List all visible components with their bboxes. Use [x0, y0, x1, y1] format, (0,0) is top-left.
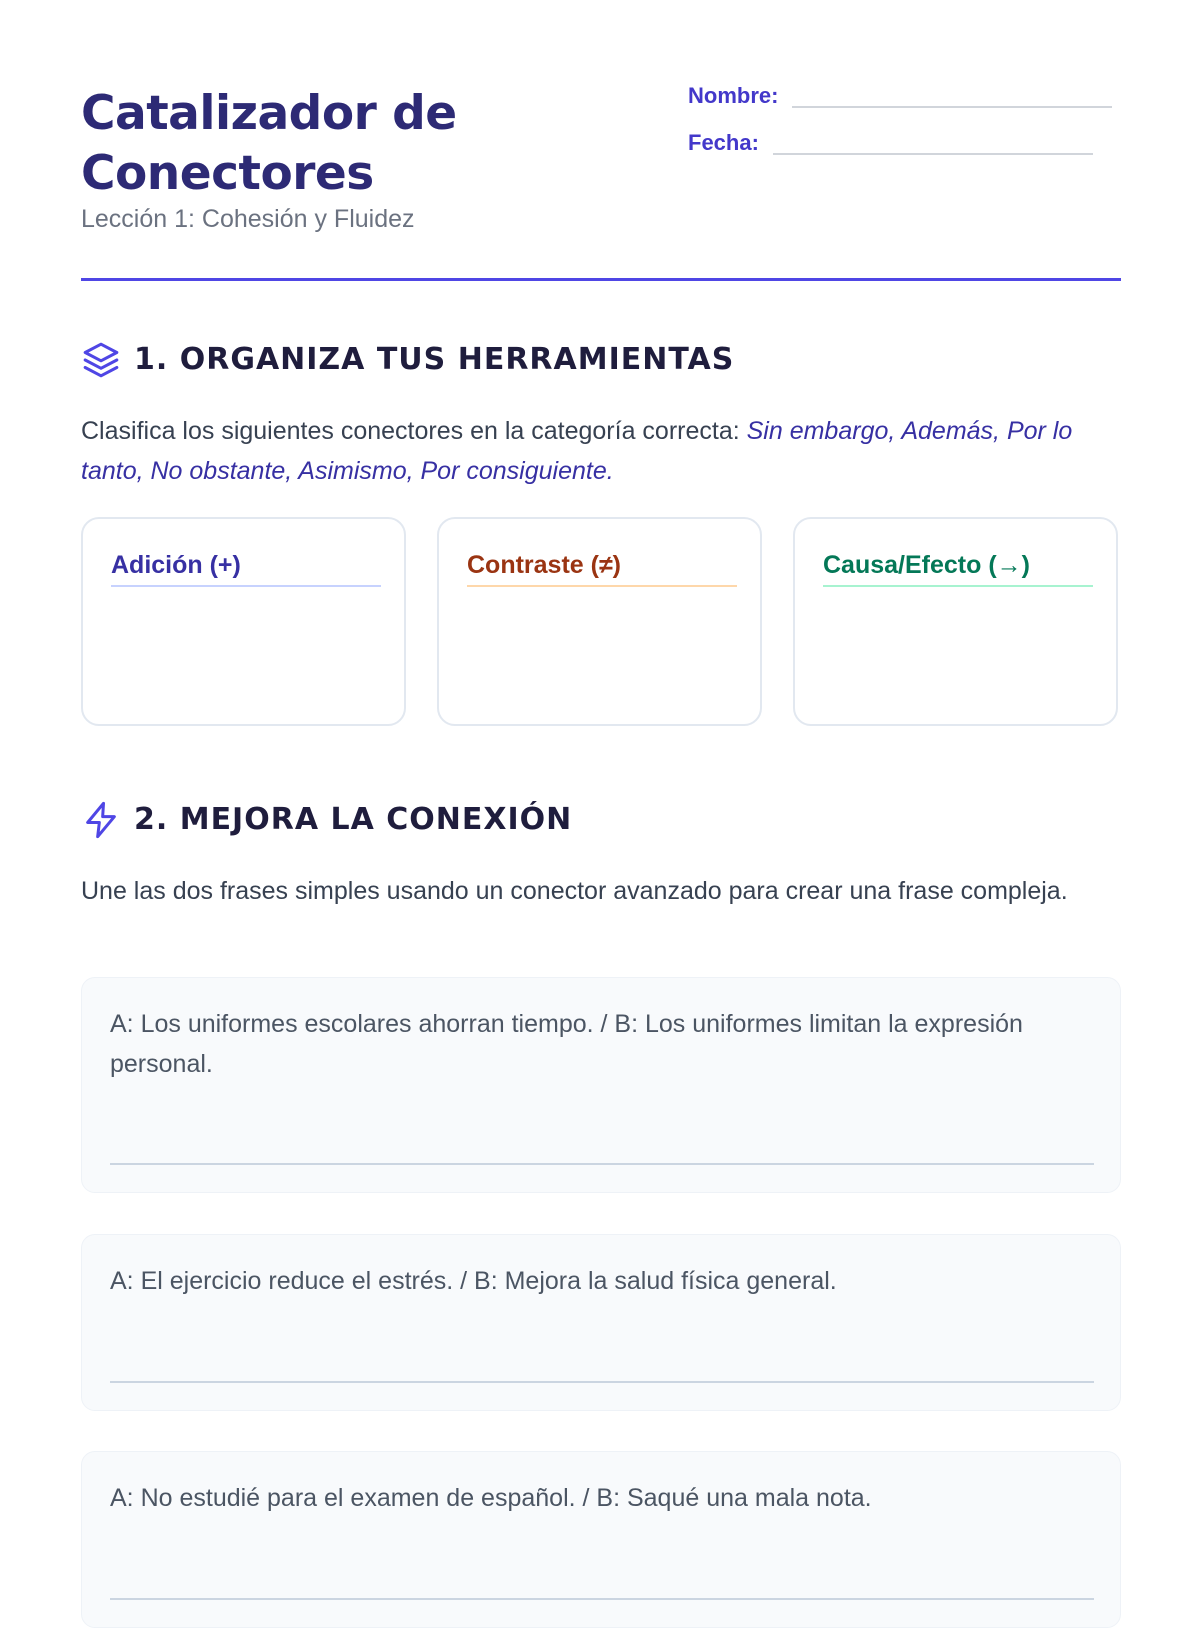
exercise-card: [81, 977, 1121, 1193]
category-box-addition[interactable]: [81, 517, 406, 726]
section-1-title: 1. ORGANIZA TUS HERRAMIENTAS: [134, 342, 735, 377]
date-label: Fecha:: [688, 130, 759, 155]
lightning-icon: [81, 800, 121, 840]
page-title: [81, 84, 641, 204]
answer-line[interactable]: [110, 1163, 1094, 1165]
category-box-contrast[interactable]: [437, 517, 762, 726]
date-input-line[interactable]: [773, 153, 1093, 155]
exercise-prompt: A: No estudié para el examen de español. / B: Saqué una mala nota.: [110, 1484, 872, 1512]
section-2-instructions: Une las dos frases simples usando un conector avanzado para crear una frase compleja.: [81, 877, 1068, 905]
worksheet-header: [81, 78, 1121, 284]
answer-line[interactable]: [110, 1381, 1094, 1383]
category-box-cause-effect[interactable]: [793, 517, 1118, 726]
category-title-contrast: Contraste (≠): [467, 549, 737, 587]
name-label: Nombre:: [688, 83, 779, 108]
section-1-instruction-text: Clasifica los siguientes conectores en la categoría correcta:: [81, 417, 747, 445]
section-2-title: 2. MEJORA LA CONEXIÓN: [134, 802, 573, 837]
name-field: [688, 82, 1112, 110]
date-field: [688, 129, 1093, 157]
category-title-addition: Adición (+): [111, 549, 381, 587]
title-line-2: Conectores: [81, 146, 374, 201]
header-divider: [81, 278, 1121, 281]
name-input-line[interactable]: [792, 106, 1112, 108]
exercise-prompt: A: El ejercicio reduce el estrés. / B: Mejora la salud física general.: [110, 1267, 837, 1295]
title-line-1: Catalizador de: [81, 86, 457, 141]
worksheet-page: [81, 0, 1121, 1600]
exercise-card: [81, 1451, 1121, 1628]
exercise-card: [81, 1234, 1121, 1411]
layers-icon: [81, 340, 121, 380]
section-2-heading: [81, 800, 572, 840]
lesson-subtitle: Lección 1: Cohesión y Fluidez: [81, 205, 415, 233]
connectors-list: Sin embargo, Además, Por lo tanto, No obstante, Asimismo, Por consiguiente.: [81, 417, 1073, 485]
exercise-prompt: A: Los uniformes escolares ahorran tiempo. / B: Los uniformes limitan la expresión personal.: [110, 1010, 1023, 1078]
section-1-heading: [81, 340, 734, 380]
category-boxes: [81, 517, 1121, 730]
category-title-cause-effect: Causa/Efecto (→): [823, 549, 1093, 587]
section-1-instructions: [81, 411, 1121, 491]
